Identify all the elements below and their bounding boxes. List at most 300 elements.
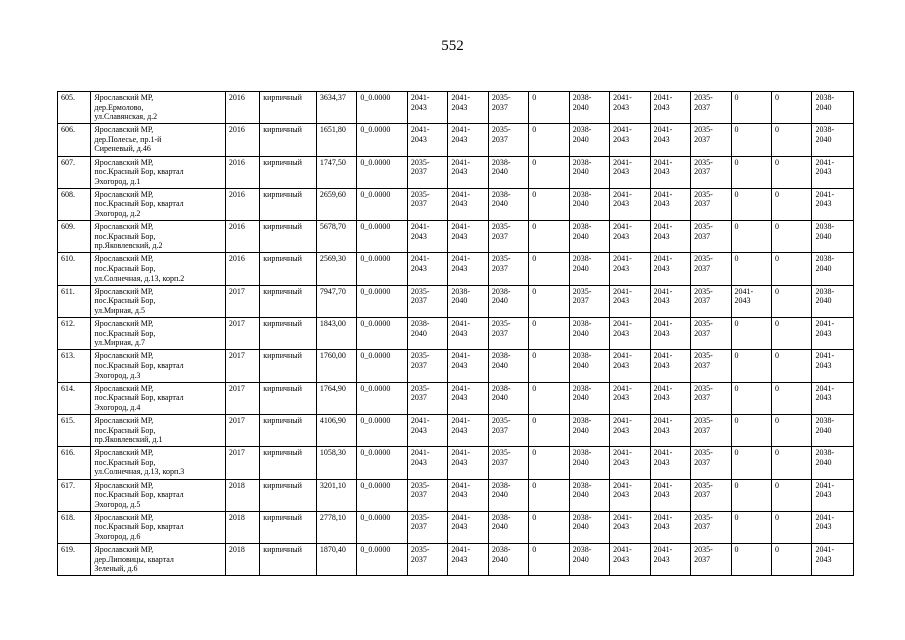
period-5-cell <box>569 92 609 124</box>
period-10: 0 <box>774 319 779 329</box>
period-5: 2038- 2040 <box>572 512 592 532</box>
period-2-cell <box>448 318 488 350</box>
row-number: 612. <box>61 319 75 329</box>
address-line: Ярославский МР, <box>94 415 154 425</box>
period-3-cell <box>488 92 528 124</box>
period-3: 2035- 2037 <box>491 93 511 112</box>
period-9-cell <box>731 318 771 350</box>
period-6-cell <box>610 447 650 479</box>
code: 0_0.0000 <box>360 351 391 361</box>
period-10: 0 <box>774 512 779 522</box>
address-line: Ярославский МР, <box>94 286 154 296</box>
row-number-cell <box>58 479 91 511</box>
period-5: 2038- 2040 <box>572 157 592 177</box>
period-7-cell <box>650 414 690 446</box>
period-5: 2038- 2040 <box>572 480 592 500</box>
address-line: Ярославский МР, <box>94 480 154 490</box>
period-11-cell <box>812 350 854 382</box>
build-year: 2017 <box>228 351 245 361</box>
period-8: 2035- 2037 <box>694 189 713 209</box>
period-2: 2041- 2043 <box>451 351 471 370</box>
wall-material: кирпичный <box>263 383 302 393</box>
period-8: 2035- 2037 <box>694 415 713 435</box>
period-8: 2035- 2037 <box>694 383 713 403</box>
table-body <box>58 92 854 576</box>
period-9-cell <box>731 156 771 188</box>
period-7: 2041- 2043 <box>653 512 673 532</box>
period-11: 2038- 2040 <box>815 415 835 435</box>
period-8-cell <box>691 414 731 446</box>
period-8-cell <box>691 92 731 124</box>
address-line: Ярославский МР, <box>94 448 154 458</box>
period-6-cell <box>610 285 650 317</box>
address-line: Зеленый, д.6 <box>94 564 138 574</box>
row-number: 614. <box>61 383 75 393</box>
period-1: 2041- 2043 <box>410 125 430 144</box>
period-9-cell <box>731 221 771 253</box>
period-11-cell <box>812 285 854 317</box>
period-4: 0 <box>532 319 537 329</box>
code: 0_0.0000 <box>360 125 391 135</box>
period-7: 2041- 2043 <box>653 415 673 435</box>
period-6-cell <box>610 511 650 543</box>
period-8-cell <box>691 318 731 350</box>
period-1: 2035- 2037 <box>410 286 430 306</box>
period-2-cell <box>448 253 488 285</box>
address-line: пр.Яковлевский, д.2 <box>94 241 163 251</box>
period-10: 0 <box>774 125 779 135</box>
code-cell <box>357 253 408 285</box>
address-line: Ярославский МР, <box>94 189 154 199</box>
address-line: Эхогород, д.4 <box>94 402 141 412</box>
period-4: 0 <box>532 286 537 296</box>
floor-area: 5678,70 <box>319 222 346 232</box>
address-cell <box>91 285 226 317</box>
code: 0_0.0000 <box>360 415 391 425</box>
row-number-cell <box>58 511 91 543</box>
floor-area: 7947,70 <box>319 286 346 296</box>
period-11: 2038- 2040 <box>815 286 835 306</box>
row-number-cell <box>58 350 91 382</box>
period-11: 2041- 2043 <box>815 383 835 403</box>
build-year-cell <box>225 350 259 382</box>
address-line: Эхогород, д.5 <box>94 499 141 509</box>
address-line: Эхогород, д.3 <box>94 370 141 380</box>
floor-area-cell <box>316 221 356 253</box>
row-number-cell <box>58 318 91 350</box>
period-7: 2041- 2043 <box>653 480 673 500</box>
period-10-cell <box>771 285 811 317</box>
table-row <box>58 318 854 350</box>
address-line: ул.Славянская, д.2 <box>94 112 158 122</box>
period-3-cell <box>488 382 528 414</box>
period-7: 2041- 2043 <box>653 254 673 274</box>
period-4-cell <box>529 414 569 446</box>
period-6-cell <box>610 156 650 188</box>
address-cell <box>91 479 226 511</box>
table-row <box>58 350 854 382</box>
period-9-cell <box>731 253 771 285</box>
period-1: 2041- 2043 <box>410 254 430 274</box>
address-cell <box>91 414 226 446</box>
period-1-cell <box>407 318 447 350</box>
table-row <box>58 544 854 576</box>
period-1-cell <box>407 382 447 414</box>
address-cell <box>91 156 226 188</box>
period-1-cell <box>407 414 447 446</box>
period-5-cell <box>569 285 609 317</box>
code: 0_0.0000 <box>360 93 391 102</box>
build-year: 2017 <box>228 286 245 296</box>
code-cell <box>357 350 408 382</box>
address-line: ул.Мирная, д.7 <box>94 338 145 348</box>
period-7-cell <box>650 92 690 124</box>
table-row <box>58 124 854 156</box>
period-6: 2041- 2043 <box>613 415 632 435</box>
build-year: 2018 <box>228 512 245 522</box>
period-9: 0 <box>734 383 739 393</box>
build-year-cell <box>225 414 259 446</box>
period-10-cell <box>771 544 811 576</box>
build-year: 2016 <box>228 93 245 102</box>
address-line: пос.Красный Бор, <box>94 328 156 338</box>
address-line: пос.Красный Бор, <box>94 296 156 306</box>
period-7-cell <box>650 511 690 543</box>
address-line: пос.Красный Бор, квартал <box>94 360 184 370</box>
period-8: 2035- 2037 <box>694 222 713 241</box>
code-cell <box>357 124 408 156</box>
period-9: 2041- 2043 <box>734 286 754 306</box>
period-7-cell <box>650 156 690 188</box>
build-year: 2016 <box>228 125 245 135</box>
row-number: 615. <box>61 415 75 425</box>
period-3: 2038- 2040 <box>491 351 511 370</box>
period-11-cell <box>812 544 854 576</box>
period-6: 2041- 2043 <box>613 157 632 177</box>
period-8: 2035- 2037 <box>694 545 713 564</box>
table-row <box>58 188 854 220</box>
wall-material-cell <box>260 318 317 350</box>
period-10-cell <box>771 318 811 350</box>
address-line: Ярославский МР, <box>94 383 154 393</box>
address-cell <box>91 124 226 156</box>
period-5: 2038- 2040 <box>572 319 592 338</box>
period-3-cell <box>488 414 528 446</box>
code-cell <box>357 511 408 543</box>
period-4-cell <box>529 350 569 382</box>
period-9: 0 <box>734 480 739 490</box>
build-year-cell <box>225 92 259 124</box>
period-9: 0 <box>734 254 739 264</box>
period-6-cell <box>610 318 650 350</box>
period-3: 2038- 2040 <box>491 545 511 564</box>
code: 0_0.0000 <box>360 383 391 393</box>
period-3-cell <box>488 318 528 350</box>
period-7-cell <box>650 253 690 285</box>
period-9: 0 <box>734 189 739 199</box>
period-8-cell <box>691 511 731 543</box>
row-number-cell <box>58 124 91 156</box>
period-6-cell <box>610 92 650 124</box>
wall-material: кирпичный <box>263 545 302 555</box>
table-row <box>58 382 854 414</box>
page-number: 552 <box>441 38 464 54</box>
period-1-cell <box>407 350 447 382</box>
wall-material-cell <box>260 544 317 576</box>
address-cell <box>91 221 226 253</box>
period-4: 0 <box>532 222 537 232</box>
table-row <box>58 156 854 188</box>
period-4: 0 <box>532 93 537 102</box>
period-1: 2035- 2037 <box>410 545 430 564</box>
period-11: 2038- 2040 <box>815 93 835 112</box>
period-4-cell <box>529 447 569 479</box>
address-line: пос.Красный Бор, квартал <box>94 490 184 500</box>
wall-material: кирпичный <box>263 512 302 522</box>
code: 0_0.0000 <box>360 448 391 458</box>
period-10-cell <box>771 447 811 479</box>
period-3-cell <box>488 479 528 511</box>
address-line: Эхогород, д.2 <box>94 209 141 219</box>
period-2: 2041- 2043 <box>451 415 471 435</box>
period-7-cell <box>650 124 690 156</box>
build-year-cell <box>225 318 259 350</box>
wall-material-cell <box>260 156 317 188</box>
wall-material: кирпичный <box>263 125 302 135</box>
build-year: 2017 <box>228 415 245 425</box>
period-3: 2035- 2037 <box>491 254 511 274</box>
address-line: пос.Красный Бор, <box>94 231 156 241</box>
period-2: 2041- 2043 <box>451 93 471 112</box>
period-7: 2041- 2043 <box>653 448 673 467</box>
address-line: Ярославский МР, <box>94 125 154 135</box>
period-11: 2041- 2043 <box>815 512 835 532</box>
row-number: 616. <box>61 448 75 458</box>
period-3: 2038- 2040 <box>491 286 511 306</box>
period-8-cell <box>691 156 731 188</box>
period-9-cell <box>731 382 771 414</box>
row-number-cell <box>58 285 91 317</box>
period-10-cell <box>771 350 811 382</box>
address-line: ул.Солнечная, д.13, корп.3 <box>94 467 185 477</box>
period-6: 2041- 2043 <box>613 545 632 564</box>
period-1-cell <box>407 92 447 124</box>
wall-material: кирпичный <box>263 351 302 361</box>
build-year-cell <box>225 479 259 511</box>
period-4: 0 <box>532 448 537 458</box>
address-line: Ярославский МР, <box>94 319 154 329</box>
address-line: Ярославский МР, <box>94 351 154 361</box>
period-6: 2041- 2043 <box>613 222 632 241</box>
period-3: 2038- 2040 <box>491 383 511 403</box>
period-11-cell <box>812 188 854 220</box>
floor-area: 1843,00 <box>319 319 346 329</box>
period-11-cell <box>812 221 854 253</box>
period-4-cell <box>529 479 569 511</box>
wall-material-cell <box>260 414 317 446</box>
address-line: Ярославский МР, <box>94 545 154 555</box>
floor-area: 2659,60 <box>319 189 346 199</box>
build-year-cell <box>225 447 259 479</box>
period-2: 2041- 2043 <box>451 512 471 532</box>
period-5-cell <box>569 221 609 253</box>
row-number-cell <box>58 188 91 220</box>
period-2-cell <box>448 156 488 188</box>
code-cell <box>357 221 408 253</box>
code: 0_0.0000 <box>360 480 391 490</box>
period-9: 0 <box>734 545 739 555</box>
period-11-cell <box>812 124 854 156</box>
wall-material: кирпичный <box>263 157 302 167</box>
code: 0_0.0000 <box>360 222 391 232</box>
period-1: 2035- 2037 <box>410 157 430 177</box>
period-2-cell <box>448 479 488 511</box>
period-6: 2041- 2043 <box>613 125 632 144</box>
period-8: 2035- 2037 <box>694 319 713 338</box>
floor-area-cell <box>316 350 356 382</box>
build-year-cell <box>225 382 259 414</box>
period-8: 2035- 2037 <box>694 254 713 274</box>
floor-area-cell <box>316 156 356 188</box>
row-number: 605. <box>61 93 75 102</box>
build-year: 2016 <box>228 189 245 199</box>
build-year-cell <box>225 221 259 253</box>
period-10: 0 <box>774 545 779 555</box>
address-line: пос.Красный Бор, квартал <box>94 167 184 177</box>
address-line: Ярославский МР, <box>94 512 154 522</box>
address-line: пос.Красный Бор, <box>94 457 156 467</box>
period-10: 0 <box>774 448 779 458</box>
period-4-cell <box>529 188 569 220</box>
code-cell <box>357 447 408 479</box>
table-row <box>58 285 854 317</box>
table-row <box>58 511 854 543</box>
period-11: 2041- 2043 <box>815 351 835 370</box>
build-year-cell <box>225 188 259 220</box>
wall-material: кирпичный <box>263 319 302 329</box>
floor-area: 1870,40 <box>319 545 346 555</box>
row-number: 607. <box>61 157 75 167</box>
address-cell <box>91 188 226 220</box>
period-11: 2041- 2043 <box>815 189 835 209</box>
period-7-cell <box>650 221 690 253</box>
wall-material-cell <box>260 221 317 253</box>
period-6-cell <box>610 124 650 156</box>
period-4: 0 <box>532 157 537 167</box>
code: 0_0.0000 <box>360 319 391 329</box>
code-cell <box>357 318 408 350</box>
period-7-cell <box>650 188 690 220</box>
period-9-cell <box>731 511 771 543</box>
period-2: 2041- 2043 <box>451 480 471 500</box>
row-number-cell <box>58 253 91 285</box>
period-8: 2035- 2037 <box>694 448 713 467</box>
period-3: 2038- 2040 <box>491 157 511 177</box>
period-3-cell <box>488 156 528 188</box>
row-number: 609. <box>61 222 75 232</box>
period-5: 2038- 2040 <box>572 189 592 209</box>
period-9-cell <box>731 285 771 317</box>
period-3-cell <box>488 285 528 317</box>
build-year: 2018 <box>228 545 245 555</box>
period-6: 2041- 2043 <box>613 319 632 338</box>
period-1-cell <box>407 511 447 543</box>
period-2-cell <box>448 285 488 317</box>
period-9: 0 <box>734 157 739 167</box>
period-7: 2041- 2043 <box>653 189 673 209</box>
period-8: 2035- 2037 <box>694 125 713 144</box>
table-row <box>58 447 854 479</box>
period-11: 2041- 2043 <box>815 319 835 338</box>
period-7: 2041- 2043 <box>653 351 673 370</box>
build-year-cell <box>225 156 259 188</box>
row-number: 608. <box>61 189 75 199</box>
period-8-cell <box>691 221 731 253</box>
period-11-cell <box>812 92 854 124</box>
period-11-cell <box>812 318 854 350</box>
period-5: 2038- 2040 <box>572 415 592 435</box>
build-year: 2017 <box>228 383 245 393</box>
address-line: пос.Красный Бор, квартал <box>94 199 184 209</box>
period-1-cell <box>407 544 447 576</box>
period-8-cell <box>691 253 731 285</box>
code-cell <box>357 414 408 446</box>
wall-material: кирпичный <box>263 93 302 102</box>
period-8-cell <box>691 447 731 479</box>
period-7-cell <box>650 479 690 511</box>
table-row <box>58 92 854 124</box>
floor-area-cell <box>316 414 356 446</box>
period-7: 2041- 2043 <box>653 157 673 177</box>
period-4-cell <box>529 221 569 253</box>
period-2: 2041- 2043 <box>451 319 471 338</box>
period-6: 2041- 2043 <box>613 448 632 467</box>
period-8: 2035- 2037 <box>694 286 713 306</box>
period-3-cell <box>488 188 528 220</box>
period-4: 0 <box>532 545 537 555</box>
period-6: 2041- 2043 <box>613 383 632 403</box>
wall-material-cell <box>260 382 317 414</box>
code: 0_0.0000 <box>360 545 391 555</box>
period-4-cell <box>529 253 569 285</box>
code-cell <box>357 156 408 188</box>
period-2: 2041- 2043 <box>451 383 471 403</box>
floor-area-cell <box>316 511 356 543</box>
period-9-cell <box>731 414 771 446</box>
period-1: 2035- 2037 <box>410 351 430 370</box>
period-9: 0 <box>734 93 739 102</box>
period-11: 2041- 2043 <box>815 545 835 564</box>
period-10-cell <box>771 156 811 188</box>
period-2: 2041- 2043 <box>451 125 471 144</box>
row-number-cell <box>58 414 91 446</box>
period-4-cell <box>529 382 569 414</box>
floor-area-cell <box>316 253 356 285</box>
address-line: пос.Красный Бор, <box>94 264 156 274</box>
code-cell <box>357 285 408 317</box>
period-9: 0 <box>734 222 739 232</box>
build-year: 2016 <box>228 157 245 167</box>
row-number: 618. <box>61 512 75 522</box>
address-line: Сиреневый, д.46 <box>94 144 151 154</box>
code-cell <box>357 382 408 414</box>
period-5-cell <box>569 350 609 382</box>
row-number: 606. <box>61 125 75 135</box>
period-5-cell <box>569 318 609 350</box>
period-10: 0 <box>774 93 779 102</box>
code: 0_0.0000 <box>360 254 391 264</box>
address-line: пос.Красный Бор, <box>94 425 156 435</box>
